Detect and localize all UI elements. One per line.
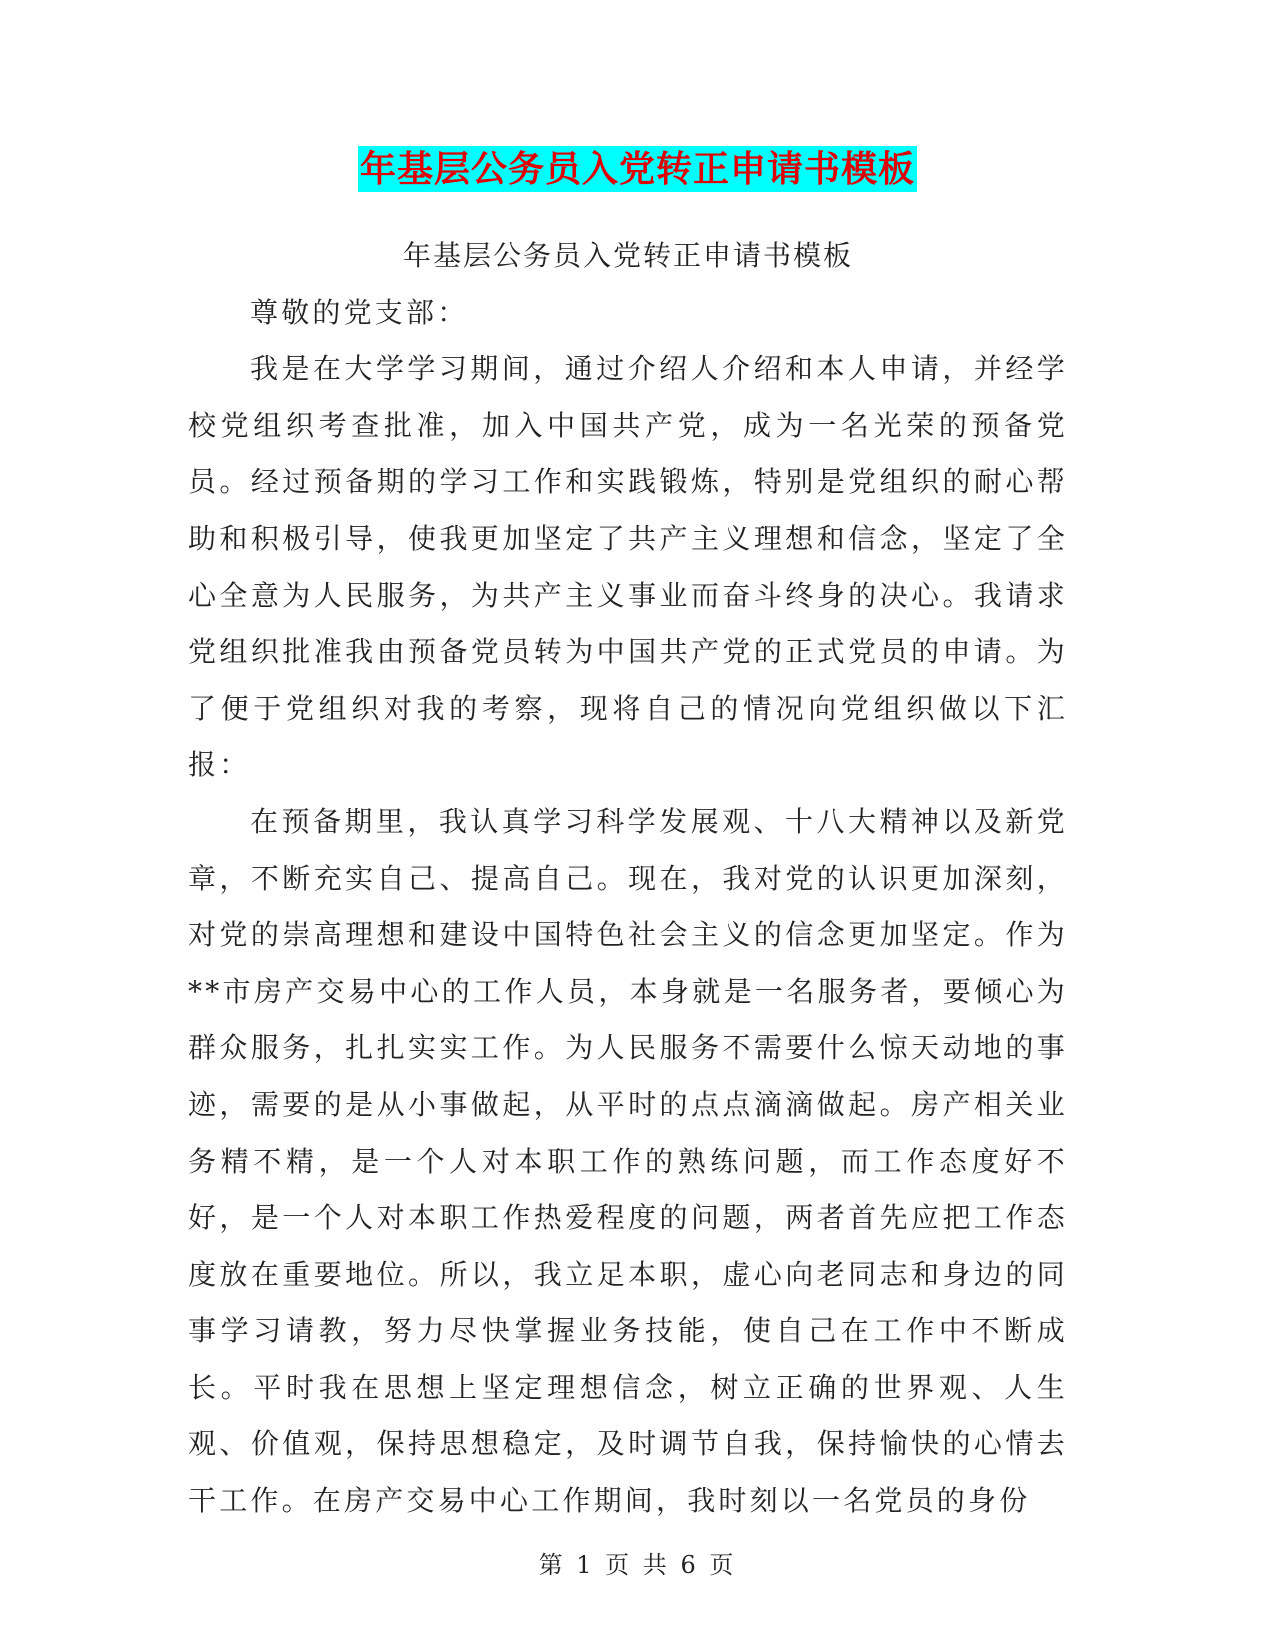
paragraph-1: 我是在大学学习期间，通过介绍人介绍和本人申请，并经学校党组织考查批准，加入中国共产党，成为一名光荣的预备党员。经过预备期的学习工作和实践锻炼，特别是党组织的耐心帮助和积极引导，使我更加坚定了共产主义理想和信念，坚定了全心全意为人民服务，为共产主义事业而奋斗终身的决心。我请求党组织批准我由预备党员转为中国共产党的正式党员的申请。为了便于党组织对我的考察，现将自己的情况向党组织做以下汇报： bbox=[188, 352, 1068, 782]
document-subtitle: 年基层公务员入党转正申请书模板 bbox=[402, 239, 853, 272]
document-body bbox=[188, 228, 1068, 1530]
page-footer: 第 1 页 共 6 页 bbox=[538, 1551, 737, 1579]
title-container bbox=[0, 146, 1275, 192]
document-title: 年基层公务员入党转正申请书模板 bbox=[359, 148, 915, 190]
salutation: 尊敬的党支部： bbox=[250, 295, 469, 329]
paragraph-2: 在预备期里，我认真学习科学发展观、十八大精神以及新党章，不断充实自己、提高自己。现在，我对党的认识更加深刻，对党的崇高理想和建设中国特色社会主义的信念更加坚定。作为**市房产交易中心的工作人员，本身就是一名服务者，要倾心为群众服务，扎扎实实工作。为人民服务不需要什么惊天动地的事迹，需要的是从小事做起，从平时的点点滴滴做起。房产相关业务精不精，是一个人对本职工作的熟练问题，而工作态度好不好，是一个人对本职工作热爱程度的问题，两者首先应把工作态度放在重要地位。所以，我立足本职，虚心向老同志和身边的同事学习请教，努力尽快掌握业务技能，使自己在工作中不断成长。平时我在思想上坚定理想信念，树立正确的世界观、人生观、价值观，保持思想稳定，及时调节自我，保持愉快的心情去干工作。在房产交易中心工作期间，我时刻以一名党员的身份 bbox=[188, 804, 1068, 1518]
